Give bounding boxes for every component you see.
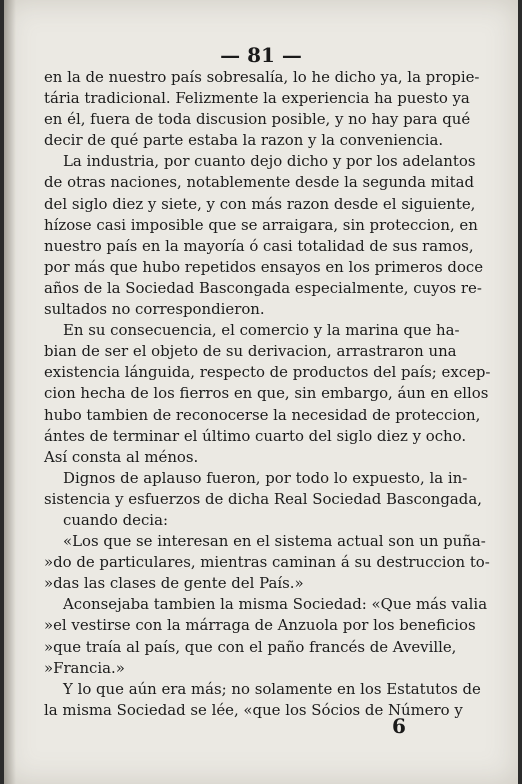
text-line: ántes de terminar el último cuarto del siglo diez y ocho. (44, 426, 467, 445)
text-line: La industria, por cuanto dejo dicho y por los adelantos (63, 152, 476, 171)
text-line: hubo tambien de reconocerse la necesidad de proteccion, (44, 405, 481, 424)
text-line: años de la Sociedad Bascongada especialmente, cuyos re- (44, 278, 482, 297)
text-line: «Los que se interesan en el sistema actual son un puña- (63, 532, 486, 551)
text-line: »el vestirse con la márraga de Anzuola por los beneficios (44, 616, 476, 635)
text-line: En su consecuencia, el comercio y la marina que ha- (63, 321, 460, 340)
text-line: »Francia.» (44, 658, 125, 677)
text-line: por más que hubo repetidos ensayos en los primeros doce (44, 257, 484, 276)
text-line: en él, fuera de toda discusion posible, y no hay para qué (44, 110, 471, 129)
text-line: sistencia y esfuerzos de dicha Real Sociedad Bascongada, (44, 489, 482, 508)
text-line: tária tradicional. Felizmente la experiencia ha puesto ya (44, 89, 470, 108)
text-line: del siglo diez y siete, y con más razon desde el siguiente, (44, 194, 476, 213)
text-line: Así consta al ménos. (44, 447, 199, 466)
text-line: sultados no correspondieron. (44, 300, 265, 319)
text-line: Y lo que aún era más; no solamente en los Estatutos de (63, 679, 481, 698)
text-line: de otras naciones, notablemente desde la segunda mitad (44, 173, 475, 192)
text-line: cion hecha de los fierros en que, sin embargo, áun en ellos (44, 384, 489, 403)
text-line: »das las clases de gente del País.» (44, 574, 304, 593)
text-line: »do de particulares, mientras caminan á su destruccion to- (44, 553, 490, 572)
text-line: nuestro país en la mayoría ó casi totalidad de sus ramos, (44, 236, 474, 255)
text-line: decir de qué parte estaba la razon y la conveniencia. (44, 131, 444, 150)
text-line: cuando decia: (63, 510, 168, 529)
text-line: bian de ser el objeto de su derivacion, arrastraron una (44, 342, 457, 361)
text-line: hízose casi imposible que se arraigara, sin proteccion, en (44, 215, 478, 234)
page-header: — 81 — (220, 43, 302, 67)
text-line: »que traía al país, que con el paño francés de Aveville, (44, 637, 457, 656)
text-line: la misma Sociedad se lée, «que los Sócios de Número y (44, 700, 463, 719)
signature-mark: 6 (392, 714, 406, 738)
body-text (44, 67, 491, 721)
text-line: Dignos de aplauso fueron, por todo lo expuesto, la in- (63, 468, 468, 487)
text-line: Aconsejaba tambien la misma Sociedad: «Que más valia (63, 595, 488, 614)
text-line: existencia lánguida, respecto de productos del país; excep- (44, 363, 491, 382)
text-line: en la de nuestro país sobresalía, lo he dicho ya, la propie- (44, 68, 480, 86)
